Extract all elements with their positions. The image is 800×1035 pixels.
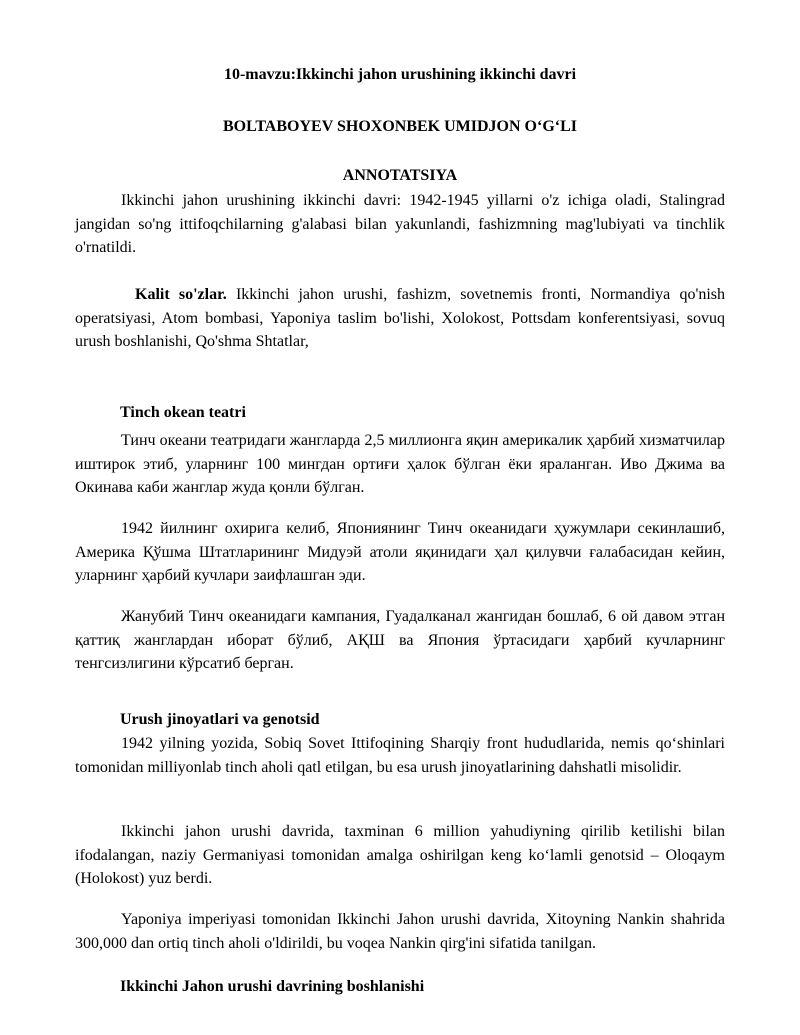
pacific-paragraph-2: 1942 йилнинг охирига келиб, Япониянинг Тинч океанидаги ҳужумлари секинлашиб, Америка Қўшма Штатларининг Мидуэй атоли яқинидаги ҳал қилувчи ғалабасидан кейин, уларнинг ҳарбий кучлари заифлашган эди. (75, 520, 725, 585)
war-crimes-paragraph-2: Ikkinchi jahon urushi davrida, taxminan 6 million yahudiyning qirilib ketilishi bilan ifodalangan, naziy Germaniyasi tomonidan amalga oshirilgan keng ko‘lamli genotsid – Oloqaym (Holokost) yuz berdi. (75, 823, 725, 888)
keywords-label: Kalit so'zlar. (135, 286, 227, 303)
section-heading-beginning: Ikkinchi Jahon urushi davrining boshlanishi (120, 978, 425, 995)
annotation-heading: ANNOTATSIYA (342, 167, 458, 184)
section-heading-pacific: Tinch okean teatri (120, 404, 246, 421)
section-heading-war-crimes: Urush jinoyatlari va genotsid (120, 711, 320, 728)
document-title: 10-mavzu:Ikkinchi jahon urushining ikkinchi davri (223, 66, 577, 83)
keywords-list: Ikkinchi jahon urushi, fashizm, sovetnemis fronti, Normandiya qo'nish operatsiyasi, Atom bombasi, Yaponiya taslim bo'lishi, Xolokost, Pottsdam konferentsiyasi, sovuq urush boshlanishi, Qo'shma Shtatlar, (75, 286, 726, 351)
war-crimes-paragraph-3: Yaponiya imperiyasi tomonidan Ikkinchi Jahon urushi davrida, Xitoyning Nankin shahrida 300,000 dan ortiq tinch aholi o'ldirildi, bu voqea Nankin qirg'ini sifatida tanilgan. (75, 911, 725, 952)
pacific-paragraph-3: Жанубий Тинч океанидаги кампания, Гуадалканал жангидан бошлаб, 6 ой давом этган қаттиқ жанглардан иборат бўлиб, АҚШ ва Япония ўртасидаги ҳарбий кучларнинг тенгсизлигини кўрсатиб берган. (75, 608, 725, 673)
annotation-paragraph: Ikkinchi jahon urushining ikkinchi davri: 1942-1945 yillarni o'z ichiga oladi, Stalingrad jangidan so'ng ittifoqchilarning g'alabasi bilan yakunlandi, fashizmning mag'lubiyati va tinchlik o'rnatildi. (75, 192, 725, 257)
pacific-paragraph-1: Тинч океани театридаги жангларда 2,5 миллионга яқин америкалик ҳарбий хизматчилар иштирок этиб, уларнинг 100 мингдан ортиғи ҳалок бўлган ёки яраланган. Иво Джима ва Окинава каби жанглар жуда қонли бўлган. (75, 432, 725, 497)
author-name: BOLTABOYEV SHOXONBEK UMIDJON O‘G‘LI (223, 118, 577, 135)
keywords-paragraph (75, 283, 725, 354)
war-crimes-paragraph-1: 1942 yilning yozida, Sobiq Sovet Ittifoqining Sharqiy front hududlarida, nemis qo‘shinlari tomonidan milliyonlab tinch aholi qatl etilgan, bu esa urush jinoyatlarining dahshatli misolidir. (75, 735, 725, 776)
